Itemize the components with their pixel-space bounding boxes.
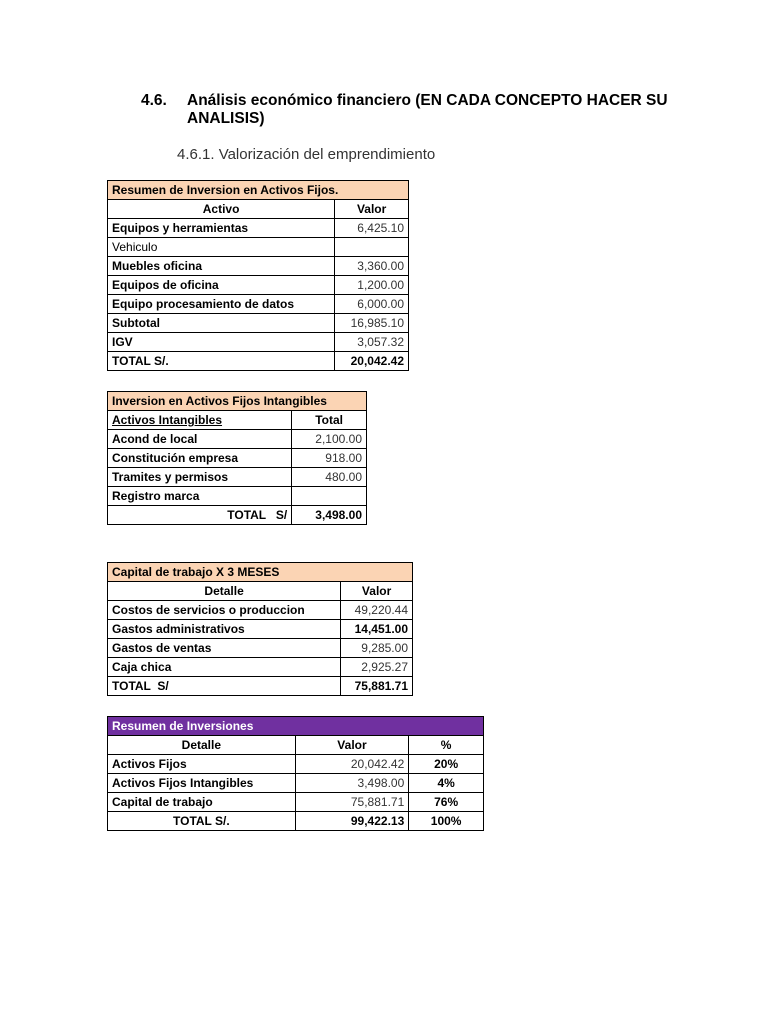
table-title: Resumen de Inversion en Activos Fijos. bbox=[108, 181, 409, 200]
row-label: Activos Fijos bbox=[108, 755, 296, 774]
row-value: 1,200.00 bbox=[335, 276, 409, 295]
total-value: 75,881.71 bbox=[341, 677, 413, 696]
table-row bbox=[108, 620, 413, 639]
total-value: 20,042.42 bbox=[335, 352, 409, 371]
row-value: 75,881.71 bbox=[295, 793, 409, 812]
column-header-activos-intangibles: Activos Intangibles bbox=[108, 411, 292, 430]
table-row bbox=[108, 333, 409, 352]
row-value bbox=[292, 487, 367, 506]
row-label: Acond de local bbox=[108, 430, 292, 449]
row-label: Subtotal bbox=[108, 314, 335, 333]
row-value: 2,925.27 bbox=[341, 658, 413, 677]
row-value: 2,100.00 bbox=[292, 430, 367, 449]
row-value: 3,360.00 bbox=[335, 257, 409, 276]
table-title-row bbox=[108, 392, 367, 411]
column-header-percent: % bbox=[409, 736, 484, 755]
table-total-row bbox=[108, 506, 367, 525]
table-row bbox=[108, 487, 367, 506]
row-value: 6,000.00 bbox=[335, 295, 409, 314]
column-header-valor: Valor bbox=[295, 736, 409, 755]
row-value: 9,285.00 bbox=[341, 639, 413, 658]
table-row bbox=[108, 295, 409, 314]
row-label: Costos de servicios o produccion bbox=[108, 601, 341, 620]
row-label: Constitución empresa bbox=[108, 449, 292, 468]
column-header-activo: Activo bbox=[108, 200, 335, 219]
total-value: 99,422.13 bbox=[295, 812, 409, 831]
table-row bbox=[108, 257, 409, 276]
row-value: 480.00 bbox=[292, 468, 367, 487]
table-title-row bbox=[108, 717, 484, 736]
row-value: 3,057.32 bbox=[335, 333, 409, 352]
row-value: 14,451.00 bbox=[341, 620, 413, 639]
table-row bbox=[108, 314, 409, 333]
row-percent: 76% bbox=[409, 793, 484, 812]
table-title: Capital de trabajo X 3 MESES bbox=[108, 563, 413, 582]
row-label: Registro marca bbox=[108, 487, 292, 506]
total-label: TOTAL S/. bbox=[108, 812, 296, 831]
table-total-row bbox=[108, 812, 484, 831]
row-label: Gastos administrativos bbox=[108, 620, 341, 639]
table-row bbox=[108, 658, 413, 677]
row-label: Caja chica bbox=[108, 658, 341, 677]
row-label: Capital de trabajo bbox=[108, 793, 296, 812]
row-value: 49,220.44 bbox=[341, 601, 413, 620]
table-row bbox=[108, 639, 413, 658]
row-value: 6,425.10 bbox=[335, 219, 409, 238]
table-row bbox=[108, 755, 484, 774]
table-title bbox=[108, 717, 484, 736]
column-header-total: Total bbox=[292, 411, 367, 430]
table-title-row bbox=[108, 563, 413, 582]
intangible-assets-table bbox=[107, 391, 367, 525]
table-row bbox=[108, 449, 367, 468]
row-percent: 20% bbox=[409, 755, 484, 774]
working-capital-table bbox=[107, 562, 413, 696]
row-percent: 4% bbox=[409, 774, 484, 793]
row-label: Gastos de ventas bbox=[108, 639, 341, 658]
total-percent: 100% bbox=[409, 812, 484, 831]
table-header-row bbox=[108, 200, 409, 219]
table-row bbox=[108, 774, 484, 793]
total-value: 3,498.00 bbox=[292, 506, 367, 525]
table-title-row bbox=[108, 181, 409, 200]
row-value: 918.00 bbox=[292, 449, 367, 468]
table-header-row bbox=[108, 582, 413, 601]
row-value: 20,042.42 bbox=[295, 755, 409, 774]
table-row bbox=[108, 430, 367, 449]
row-label: Activos Fijos Intangibles bbox=[108, 774, 296, 793]
table-row bbox=[108, 219, 409, 238]
row-value: 16,985.10 bbox=[335, 314, 409, 333]
row-label: Vehiculo bbox=[108, 238, 335, 257]
investment-summary-table bbox=[107, 716, 484, 831]
row-label: Equipos de oficina bbox=[108, 276, 335, 295]
table-header-row bbox=[108, 411, 367, 430]
total-label: TOTAL S/ bbox=[108, 677, 341, 696]
section-title: Análisis económico financiero (EN CADA CONCEPTO HACER SU ANALISIS) bbox=[187, 92, 668, 127]
table-total-row bbox=[108, 352, 409, 371]
row-value: 3,498.00 bbox=[295, 774, 409, 793]
table-total-row bbox=[108, 677, 413, 696]
column-header-detalle: Detalle bbox=[108, 582, 341, 601]
table-title: Inversion en Activos Fijos Intangibles bbox=[108, 392, 367, 411]
table-header-row bbox=[108, 736, 484, 755]
row-label: Equipo procesamiento de datos bbox=[108, 295, 335, 314]
row-label: Muebles oficina bbox=[108, 257, 335, 276]
column-header-valor: Valor bbox=[335, 200, 409, 219]
row-label: Equipos y herramientas bbox=[108, 219, 335, 238]
subsection-title: 4.6.1. Valorización del emprendimiento bbox=[177, 146, 436, 163]
total-label: TOTAL S/. bbox=[108, 352, 335, 371]
table-row bbox=[108, 468, 367, 487]
row-value bbox=[335, 238, 409, 257]
table-row bbox=[108, 276, 409, 295]
total-label: TOTAL S/ bbox=[108, 506, 292, 525]
column-header-valor: Valor bbox=[341, 582, 413, 601]
table-title-text: Resumen de Inversiones bbox=[112, 719, 254, 733]
table-row bbox=[108, 793, 484, 812]
section-number: 4.6. bbox=[141, 92, 167, 109]
row-label: Tramites y permisos bbox=[108, 468, 292, 487]
fixed-assets-table bbox=[107, 180, 409, 371]
column-header-detalle: Detalle bbox=[108, 736, 296, 755]
table-row bbox=[108, 238, 409, 257]
table-row bbox=[108, 601, 413, 620]
row-label: IGV bbox=[108, 333, 335, 352]
